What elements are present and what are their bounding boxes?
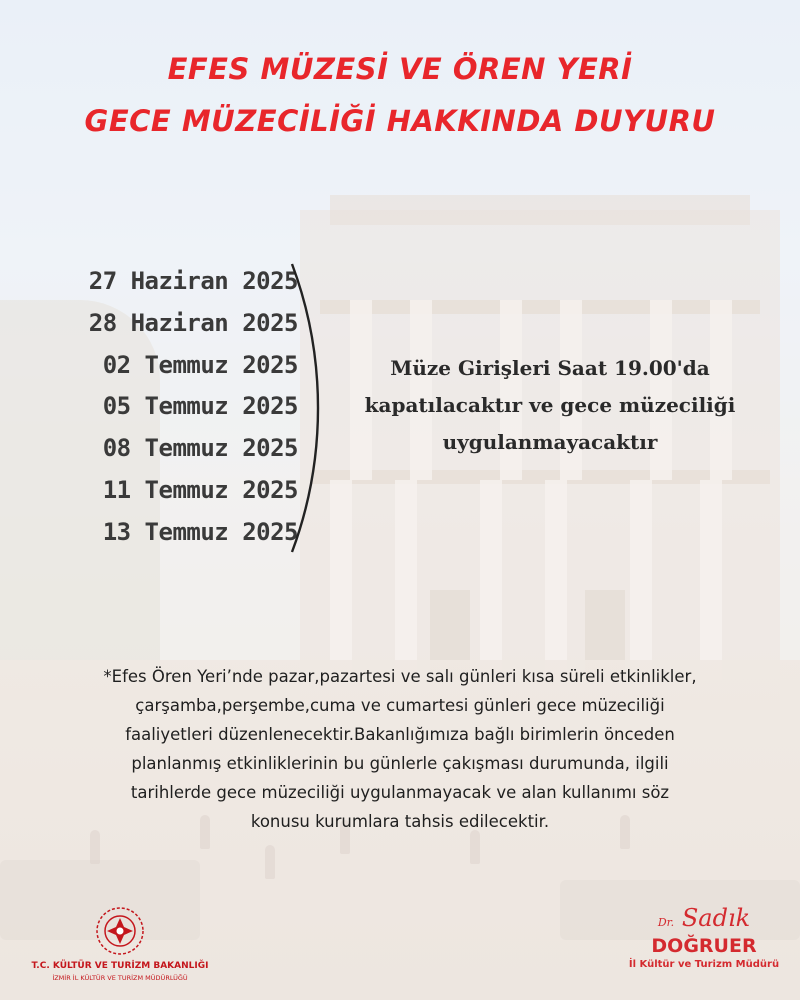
signature-name: Sadık [681,904,751,932]
director-signature-block [608,905,800,970]
ministry-emblem-icon [94,905,146,957]
footnote-line: konusu kurumlara tahsis edilecektir. [250,812,550,831]
date-item: 13 Temmuz 2025 [102,517,298,546]
notice-text [335,350,765,461]
director-signature [608,905,800,936]
directorate-name: İZMİR İL KÜLTÜR VE TURİZM MÜDÜRLÜĞÜ [52,974,188,982]
footnote-line: faaliyetleri düzenlenecektir.Bakanlığımıza bağlı birimlerin önceden [125,725,675,744]
footnote-line: planlanmış etkinliklerinin bu günlerle çakışması durumunda, ilgili [131,754,669,773]
notice-line-3: uygulanmayacaktır [442,430,658,454]
footnote-line: tarihlerde gece müzeciliği uygulanmayacak ve alan kullanımı söz [130,783,670,802]
footnote-line: *Efes Ören Yeri’nde pazar,pazartesi ve salı günleri kısa süreli etkinlikler, [103,667,697,686]
notice-line-1: Müze Girişleri Saat 19.00'da [390,356,710,380]
date-item: 02 Temmuz 2025 [102,350,298,379]
date-item: 05 Temmuz 2025 [102,392,298,421]
closing-brace-icon [288,262,328,554]
signature-prefix: Dr. [657,916,675,929]
director-surname: DOĞRUER [651,935,757,957]
ministry-name: T.C. KÜLTÜR VE TURİZM BAKANLIĞI [31,961,209,971]
director-role: İl Kültür ve Turizm Müdürü [628,959,780,970]
date-item: 08 Temmuz 2025 [102,434,298,463]
date-item: 28 Haziran 2025 [88,308,298,337]
title-line-1: EFES MÜZESİ VE ÖREN YERİ [167,52,633,86]
notice-line-2: kapatılacaktır ve gece müzeciliği [364,393,736,417]
date-list [28,262,298,555]
footnote-line: çarşamba,perşembe,cuma ve cumartesi günleri gece müzeciliği [135,696,665,715]
date-item: 11 Temmuz 2025 [102,475,298,504]
date-item: 27 Haziran 2025 [88,267,298,295]
title-line-2: GECE MÜZECİLİĞİ HAKKINDA DUYURU [84,104,716,138]
footnote [20,662,780,836]
ministry-logo [0,905,240,982]
